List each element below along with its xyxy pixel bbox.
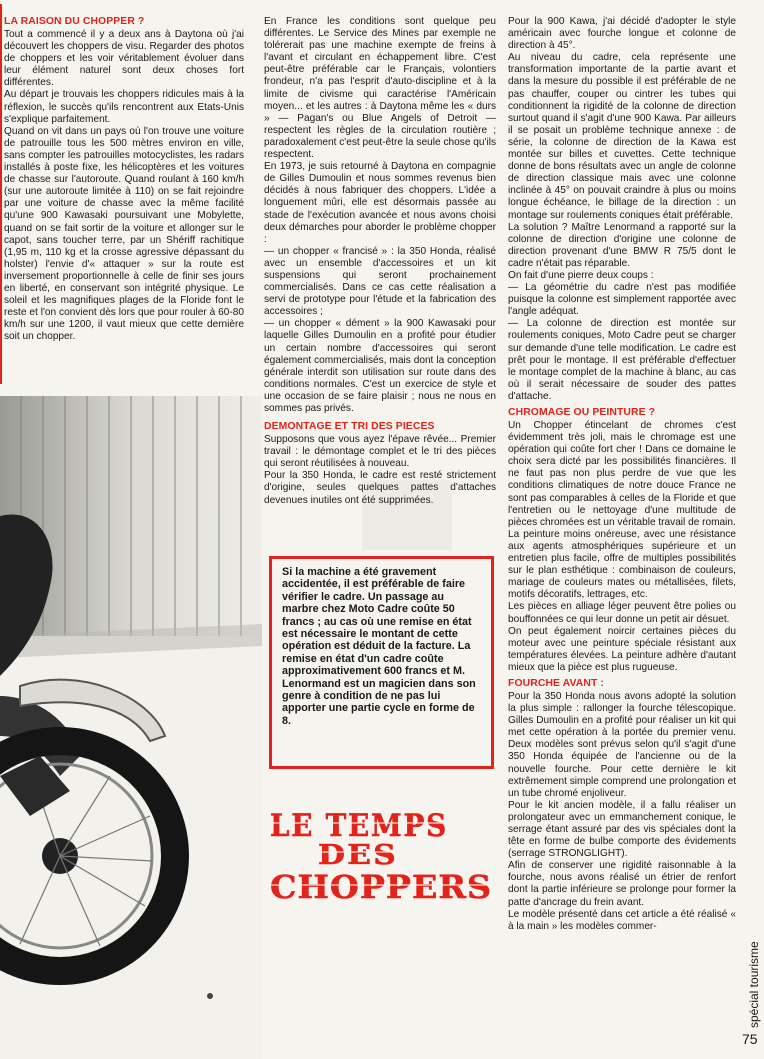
section-heading-chromage: CHROMAGE OU PEINTURE ?: [508, 407, 656, 418]
column-2: [264, 16, 496, 507]
paragraph: Pour la 900 Kawa, j'ai décidé d'adopter le style américain avec fourche longue et colonne de direction à 45°.: [508, 16, 736, 52]
chopper-photo-image: [0, 396, 262, 1059]
paragraph: — un chopper « francisé » : la 350 Honda, réalisé avec un ensemble d'accessoires et un kit suspensions qui seront prochainement commercialisés. Dans ce cas cette réalisation a servi de prototype pour l'étude et la fabrication des accessoires ;: [264, 245, 496, 318]
title-graphic: [266, 806, 498, 906]
paragraph: Tout a commencé il y a deux ans à Daytona où j'ai découvert les choppers de visu. Regarder des photos de choppers et les voir véritablement évoluer dans leur élément naturel sont deux choses fort différentes.: [4, 29, 244, 89]
left-red-rule: [0, 4, 2, 384]
paragraph: Au départ je trouvais les choppers ridicules mais à la réflexion, le succès qu'ils rencontrent aux Etats-Unis s'explique parfaitement.: [4, 89, 244, 125]
paragraph: Quand on vit dans un pays où l'on trouve une voiture de patrouille tous les 500 mètres environ en ville, sans compter les patrouilles motocyclistes, les radars installés à poste fixe, les hélicoptères et les voitures de chasse sur l'autoroute. Quand roulant à 160 km/h (sur une autoroute limitée à 110) on se fait rejoindre par une voiture de chasse avec la même facilité qu'une 900 Kawasaki poursuivant une Mobylette, quand on se fait sortir de la voiture et allonger sur le capot, sans toucher terre, par un Shériff rachitique (1,95 m, 110 kg et la crosse agressive dépassant du holster) l'envie d'« attaquer » sur la route est inversement proportionnelle à celle de finir ses jours en liberté, en conservant son intégrité physique. Le soleil et les magnifiques plages de la Floride font le reste et l'on convient dès lors que pour rouler à 60-80 km/h sur une 1200, il vaut mieux que cette dernière soit un chopper.: [4, 125, 244, 343]
side-label-svg: [744, 900, 762, 1030]
title-line-2: DES: [318, 840, 398, 871]
paragraph: — La géométrie du cadre n'est pas modifiée puisque la colonne est simplement rapportée avec l'angle adéquat.: [508, 282, 736, 318]
paragraph: Afin de conserver une rigidité raisonnable à la fourche, nous avons réalisé un étrier de renfort dont la partie inférieure se prolonge pour former la patte d'ancrage du frein avant.: [508, 860, 736, 908]
callout-text: Si la machine a été gravement accidentée, il est préférable de faire vérifier le cadre. Un passage au marbre chez Moto Cadre coûte 50 francs ; au cas où une remise en état est nécessaire le montant de cette opération est déduit de la facture. La remise en état d'un cadre coûte approximativement 600 francs et M. Lenormand est un magicien dans son genre à condition de ne pas lui apporter une partie cycle en forme de 8.: [282, 566, 476, 727]
paragraph: Pour la 350 Honda nous avons adopté la solution la plus simple : rallonger la fourche télescopique. Gilles Dumoulin en a profité pour réaliser un kit qui met cette opération à la portée du premier venu. Deux modèles sont prévus selon qu'il s'agit d'une 350 Honda équipée de l'ancienne ou de la nouvelle fourche. Pour cette dernière le kit extrêmement simple comprend une prolongation et un tube chromé enjoliveur.: [508, 690, 736, 799]
section-heading-raison: LA RAISON DU CHOPPER ?: [4, 16, 145, 27]
paragraph: Les pièces en alliage léger peuvent être polies ou bouffonnées ce qui leur donne un petit air désuet.: [508, 601, 736, 625]
section-heading-demontage: DEMONTAGE ET TRI DES PIECES: [264, 421, 435, 433]
paragraph: En 1973, je suis retourné à Daytona en compagnie de Gilles Dumoulin et nous sommes revenus bien décidés à nous fabriquer des choppers. L'idée a longuement mûri, elle est désormais passée au stade de l'exécution avancée et nous avons choisi deux démarches pour aborder le problème chopper :: [264, 161, 496, 245]
callout-box: [269, 556, 494, 769]
article-title: [266, 806, 498, 906]
paragraph: On fait d'une pierre deux coups :: [508, 269, 654, 281]
paragraph: Supposons que vous ayez l'épave rêvée... Premier travail : le démontage complet et le tri des pièces qui seront réutilisées à nouveau.: [264, 434, 496, 470]
chopper-photo: [0, 396, 262, 1059]
paragraph: Le modèle présenté dans cet article a été réalisé « à la main » les modèles commer-: [508, 908, 736, 932]
paragraph: On peut également noircir certaines pièces du moteur avec une peinture spéciale résistant aux températures élevées. La peinture adhère d'autant mieux que la pièce est plus rugueuse.: [508, 625, 736, 673]
paragraph: Au niveau du cadre, cela représente une transformation importante de la partie avant et dans la mesure du possible il est préférable de ne pas chauffer, couper ou cintrer les tubes qui conditionnent la rigidité de la colonne de direction surtout quand il s'agit d'une 900 Kawa. Par ailleurs il se posait un problème technique annexe : de série, la colonne de direction de la Kawa est montée sur billes et cuvettes. Cette technique donne de bons résultats avec un angle de colonne de direction classique mais avec une colonne inclinée à 45° on pouvait craindre à plus ou moins longue échéance, le billage de la direction : un montage sur roulements coniques était préférable.: [508, 52, 736, 221]
title-line-1: LE TEMPS: [270, 808, 448, 844]
page-number: 75: [742, 1031, 758, 1047]
paragraph: — La colonne de direction est montée sur roulements coniques, Moto Cadre peut se charger sur demande d'une telle modification. Le cadre est prêt pour le montage. Il est préférable d'effectuer le montage complet de la machine à blanc, au cas où il serait nécessaire de souder des pattes d'attache.: [508, 318, 736, 402]
paragraph: La peinture moins onéreuse, avec une résistance aux agents atmosphériques supérieure et un entretien plus facile, offre de multiples possibilités sur le plan esthétique : combinaison de couleurs, mariage de couleurs mates ou métallisées, filets, motifs décoratifs, lettrages, etc.: [508, 528, 736, 601]
section-heading-fourche: FOURCHE AVANT :: [508, 677, 604, 689]
paragraph: Pour le kit ancien modèle, il a fallu réaliser un prolongateur avec un emmanchement conique, le serrage étant assuré par des vis spéciales dont la tête en forme de bulbe comporte des évidements (serrage STRONGLIGHT).: [508, 799, 736, 860]
column-1: [4, 16, 244, 343]
paragraph: La solution ? Maître Lenormand a rapporté sur la colonne de direction d'origine une colonne de direction provenant d'une BMW R 75/5 dont le cadre n'était pas réparable.: [508, 221, 736, 269]
paragraph: Pour la 350 Honda, le cadre est resté strictement d'origine, seules quelques pattes d'attaches devenues inutiles ont été supprimées.: [264, 470, 496, 506]
paragraph: Un Chopper étincelant de chromes c'est évidemment très joli, mais le chromage est une opération qui coûte fort cher ! Dans ce domaine le choix sera dicté par les possibilités financières. Il ne faut pas non plus perdre de vue que les conditions climatiques de notre douce France ne sont pas comparables à celles de la Floride et que l'entretien ou le nettoyage d'une multitude de pièces chromées est un véritable travail de romain.: [508, 420, 736, 528]
side-label: [744, 900, 762, 1030]
paragraph: En France les conditions sont quelque peu différentes. Le Service des Mines par exemple ne tolérerait pas une machine exempte de freins à l'avant et circulant en échappement libre. C'est peut-être préférable car le Français, volontiers frondeur, n'a pas l'esprit d'auto-discipline et à la limite de civisme qui caractérise l'Américain moyen... et les autres : à Daytona même les « durs » — Pagan's ou Blue Angels of Detroit — respectent les règles de la circulation routière ; paradoxalement c'est peut-être la seule chose qu'ils respectent.: [264, 16, 496, 161]
side-label-text: spécial tourisme: [747, 941, 761, 1028]
title-line-3: CHOPPERS: [270, 868, 492, 906]
paragraph: — un chopper « dément » la 900 Kawasaki pour laquelle Gilles Dumoulin en a profité pour étudier un certain nombre d'accessoires qui seront également commercialisés, mais dont la conception générale interdit son utilisation sur route dans des conditions normales. C'est un exercice de style et une occasion de se faire plaisir ; nous ne nous en sommes pas privés.: [264, 318, 496, 414]
column-3: [508, 16, 736, 933]
